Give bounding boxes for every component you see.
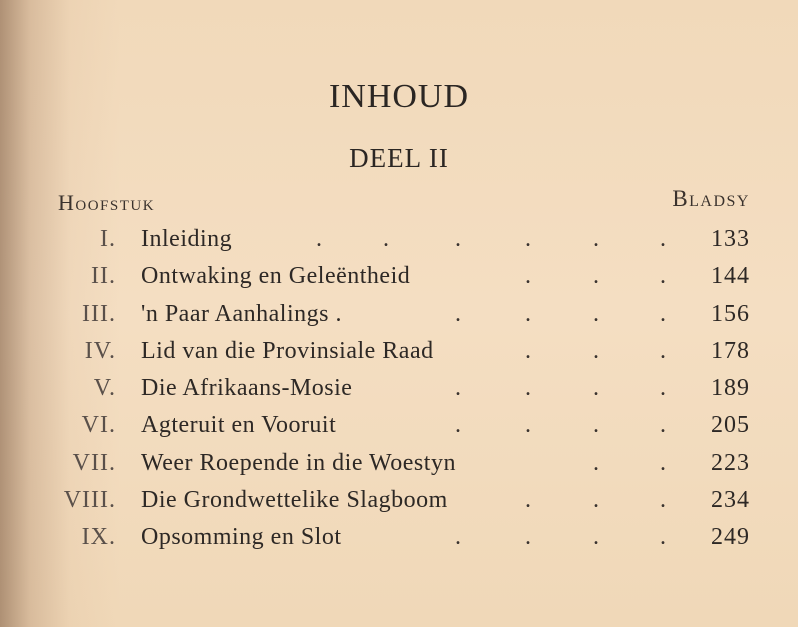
chapter-numeral: II.	[91, 263, 116, 290]
contents-entry	[0, 375, 798, 412]
page-title	[0, 78, 798, 116]
contents-list	[0, 226, 798, 562]
chapter-numeral: III.	[82, 300, 116, 327]
page-number: 223	[711, 449, 750, 476]
dot-leaders: . . .	[525, 487, 666, 514]
chapter-numeral: V.	[93, 375, 116, 402]
page-column-header: Bladsy	[672, 186, 750, 211]
chapter-title: Die Afrikaans-Mosie	[141, 375, 353, 402]
chapter-numeral: VII.	[72, 449, 116, 476]
page-number: 189	[711, 375, 750, 402]
part-heading: DEEL II	[349, 143, 449, 173]
chapter-numeral: VIII.	[63, 487, 116, 514]
page-number: 178	[711, 337, 750, 364]
page-title-text: INHOUD	[328, 78, 470, 115]
contents-entry	[0, 301, 798, 338]
contents-entry	[0, 226, 798, 263]
chapter-title: Opsomming en Slot	[141, 524, 342, 551]
chapter-title: Agteruit en Vooruit	[141, 412, 337, 439]
dot-leaders: . .	[593, 449, 666, 476]
page-number: 156	[711, 300, 750, 327]
page-number: 249	[711, 524, 750, 551]
chapter-numeral: I.	[100, 226, 116, 252]
chapter-title: Weer Roepende in die Woestyn	[141, 449, 456, 476]
contents-entry	[0, 524, 798, 561]
dot-leaders: . . . .	[455, 375, 666, 402]
contents-entry	[0, 412, 798, 449]
chapter-title: Inleiding	[141, 226, 233, 252]
contents-entry	[0, 487, 798, 524]
chapter-title: 'n Paar Aanhalings .	[141, 300, 342, 327]
page-number: 205	[711, 412, 750, 439]
dot-leaders: . . .	[525, 263, 666, 290]
dot-leaders: . . .	[525, 337, 666, 364]
dot-leaders: . . . .	[455, 412, 666, 439]
dot-leaders: . . . .	[455, 300, 666, 327]
chapter-numeral: VI.	[81, 412, 116, 439]
chapter-column-header: Hoofstuk	[58, 190, 156, 215]
contents-entry	[0, 338, 798, 375]
dot-leaders: . . . .	[455, 524, 666, 551]
dot-leaders: . . . . . .	[316, 226, 666, 252]
contents-entry	[0, 450, 798, 487]
contents-entry	[0, 263, 798, 300]
chapter-title: Lid van die Provinsiale Raad	[141, 337, 434, 364]
page-number: 133	[711, 226, 750, 252]
page-number: 234	[711, 487, 750, 514]
chapter-numeral: IV.	[84, 337, 116, 364]
chapter-title: Ontwaking en Geleëntheid	[141, 263, 411, 290]
page-number: 144	[711, 263, 750, 290]
chapter-title: Die Grondwettelike Slagboom	[141, 487, 448, 514]
chapter-numeral: IX.	[81, 524, 116, 551]
